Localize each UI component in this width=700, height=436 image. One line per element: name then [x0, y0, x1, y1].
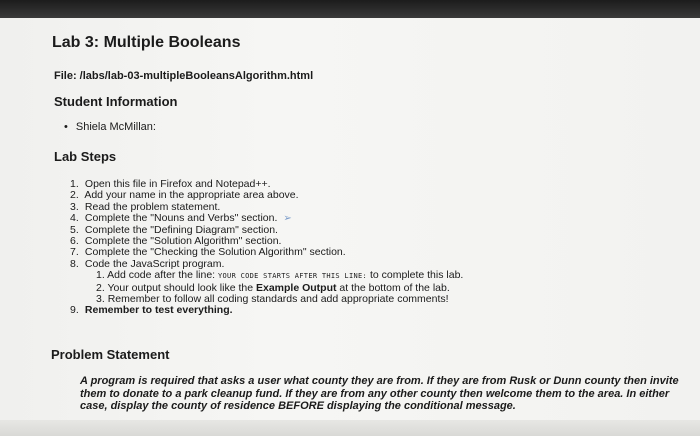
- list-item: 1. Add code after the line: YOUR CODE STARTS AFTER THIS LINE: to complete this lab.: [96, 269, 464, 282]
- lab-steps-list: [70, 179, 463, 317]
- list-item: 1. Open this file in Firefox and Notepad++.: [70, 178, 271, 190]
- list-item: 5. Complete the "Defining Diagram" section.: [70, 223, 278, 236]
- mouse-pointer-icon: ➢: [283, 213, 292, 225]
- list-item: 2. Your output should look like the Example Output at the bottom of the lab.: [96, 281, 450, 294]
- lab-steps-heading: Lab Steps: [54, 149, 117, 164]
- student-info-heading: Student Information: [54, 94, 178, 109]
- code-marker: YOUR CODE STARTS AFTER THIS LINE:: [218, 272, 368, 281]
- list-item: 4. Complete the "Nouns and Verbs" section. ➢: [70, 212, 292, 225]
- student-name-item: • Shiela McMillan:: [64, 121, 156, 133]
- example-output-emphasis: Example Output: [255, 281, 337, 294]
- list-item: 8. Code the JavaScript program. 1. Add code after the line: YOUR CODE STARTS AFTER THIS LINE: to complete this lab. 2. Your output should look like the Example Output at the bottom of the lab. 3. Remember to follow all coding standards and add appropriate comments!: [70, 257, 464, 306]
- page-bottom-edge: [0, 420, 700, 436]
- lab-document: [0, 18, 700, 436]
- browser-top-bar: [0, 0, 700, 18]
- problem-statement-text: A program is required that asks a user what county they are from. If they are from Rusk or Dunn county then invite them to donate to a park cleanup fund. If they are from any other county then welcome them to the area. In either case, display the county of residence BEFORE displaying the conditional message.: [80, 375, 679, 413]
- list-item: 6. Complete the "Solution Algorithm" section.: [70, 235, 282, 248]
- list-item: 9. Remember to test everything.: [70, 304, 233, 317]
- student-info-list: [64, 121, 156, 133]
- list-item: 2. Add your name in the appropriate area above.: [70, 189, 299, 202]
- list-item: 3. Remember to follow all coding standards and add appropriate comments!: [96, 293, 449, 306]
- substeps-list: [70, 270, 463, 305]
- problem-statement-heading: Problem Statement: [51, 347, 170, 362]
- list-item: 7. Complete the "Checking the Solution Algorithm" section.: [70, 246, 346, 259]
- list-item: 3. Read the problem statement.: [70, 200, 221, 213]
- file-path: File: /labs/lab-03-multipleBooleansAlgorithm.html: [54, 70, 314, 82]
- page-title: Lab 3: Multiple Booleans: [52, 34, 241, 51]
